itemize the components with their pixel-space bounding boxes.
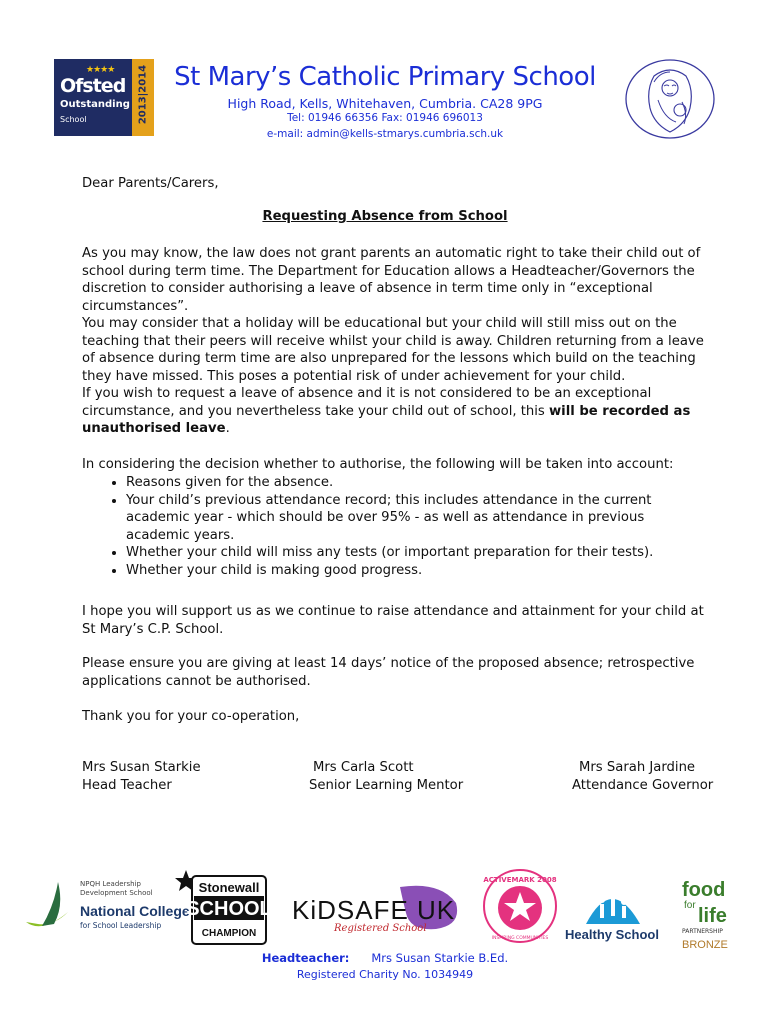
sw-bottom: CHAMPION <box>201 928 257 939</box>
body-line: I hope you will support us as we continue to raise attendance and attainment for your child at <box>82 604 704 619</box>
body-line: Please ensure you are giving at least 14 days’ notice of the proposed absence; retrospective <box>82 656 695 671</box>
signatory-role: Attendance Governor <box>572 777 714 793</box>
body-line <box>82 420 722 438</box>
signatory-name: Mrs Carla Scott <box>313 760 414 775</box>
signatory <box>82 759 201 794</box>
ofsted-rating: Outstanding <box>60 99 130 110</box>
healthy-school-logo <box>556 880 668 942</box>
body-line: St Mary’s C.P. School. <box>82 621 224 637</box>
stars-icon: ★★★★ <box>86 65 115 75</box>
letter-body <box>82 245 722 438</box>
ff-l2: for <box>684 900 696 911</box>
ff-l4: PARTNERSHIP <box>682 928 723 935</box>
national-college-logo <box>24 876 190 938</box>
ofsted-type: School <box>60 115 87 124</box>
school-address: High Road, Kells, Whitehaven, Cumbria. CA28 9PG <box>227 96 543 111</box>
letter-heading: Requesting Absence from School <box>262 209 508 224</box>
sw-top: Stonewall <box>198 880 260 895</box>
nc-small-1: NPQH Leadership <box>80 880 141 888</box>
signatory <box>572 759 713 794</box>
hs-label: Healthy School <box>565 927 659 942</box>
body-text: . <box>225 421 230 436</box>
nc-sub: for School Leadership <box>80 921 162 930</box>
criteria-list <box>104 474 706 579</box>
ff-l1: food <box>682 879 726 901</box>
signatory-role: Senior Learning Mentor <box>309 777 464 793</box>
ff-l3: life <box>698 905 727 927</box>
footer-headteacher <box>0 951 770 965</box>
school-name: St Mary’s Catholic Primary School <box>174 62 596 92</box>
nc-small-2: Development School <box>80 889 153 897</box>
am-bottom: INSPIRING COMMUNITIES <box>491 936 549 941</box>
bullets-intro: In considering the decision whether to authorise, the following will be taken into account: <box>82 457 674 472</box>
body-line: teaching that their peers will receive whilst your child is away. Children returning from a leave <box>82 333 704 349</box>
food-for-life-bronze-logo <box>680 878 740 952</box>
body-line: If you wish to request a leave of absence and it is not considered to be an exceptional <box>82 386 652 401</box>
list-item: • Reasons given for the absence. <box>126 474 706 492</box>
body-line: circumstances”. <box>82 298 189 314</box>
emphasis-text: unauthorised leave <box>82 421 226 436</box>
signatory-name: Mrs Sarah Jardine <box>579 760 696 775</box>
nc-big: National College <box>80 903 190 919</box>
am-top: ACTIVEMARK 2008 <box>483 876 557 884</box>
body-line: they have missed. This poses a potential risk of under achievement for your child. <box>82 368 626 384</box>
list-item: • Whether your child will miss any tests (or important preparation for their tests). <box>126 544 706 562</box>
notice-paragraph <box>82 655 722 690</box>
list-item: • Whether your child is making good progress. <box>126 562 706 580</box>
support-paragraph <box>82 603 722 638</box>
signatory <box>309 759 463 794</box>
body-line: school during term time. The Department for Education allows a Headteacher/Governors the <box>82 263 695 279</box>
madonna-and-child-crest-icon <box>624 58 716 140</box>
list-item: • Your child’s previous attendance record; this includes attendance in the current academic year - which should be over 95% - as well as attendance in previous academic years. <box>126 492 706 545</box>
activemark-2008-logo <box>482 868 558 944</box>
signatory-role: Head Teacher <box>82 777 172 793</box>
headteacher-label: Headteacher: <box>261 951 350 965</box>
sw-mid: SCHOOL <box>186 898 272 920</box>
ofsted-years: 2013|2014 <box>137 64 149 125</box>
footer-charity: Registered Charity No. 1034949 <box>296 968 474 981</box>
body-line: applications cannot be authorised. <box>82 673 311 689</box>
school-email[interactable]: e-mail: admin@kells-stmarys.cumbria.sch.uk <box>266 128 504 140</box>
body-line: discretion to consider authorising a leave of absence in term time only in “exceptional <box>82 281 653 296</box>
body-text: circumstance, and you nevertheless take your child out of school, this <box>82 403 549 419</box>
closing: Thank you for your co-operation, <box>82 709 300 724</box>
stonewall-school-champion-logo <box>176 868 272 948</box>
body-line: of absence during term time are also unprepared for the lessons which build on the teaching <box>82 351 696 366</box>
body-line: You may consider that a holiday will be educational but your child will still miss out on the <box>82 316 677 331</box>
ff-l5: BRONZE <box>682 939 728 951</box>
body-line: As you may know, the law does not grant parents an automatic right to take their child out of <box>82 246 701 261</box>
school-tel-fax: Tel: 01946 66356 Fax: 01946 696013 <box>287 112 483 124</box>
body-line <box>82 403 722 421</box>
emphasis-text: will be recorded as <box>549 403 691 419</box>
greeting: Dear Parents/Carers, <box>82 176 219 191</box>
kidsafe-uk-logo <box>290 885 462 935</box>
headteacher-name: Mrs Susan Starkie B.Ed. <box>371 951 509 965</box>
signatory-name: Mrs Susan Starkie <box>82 760 201 775</box>
ks-sub: Registered School <box>334 923 427 934</box>
ks-main: KiDSAFE UK <box>292 895 456 925</box>
ofsted-brand: Ofsted <box>60 75 126 97</box>
